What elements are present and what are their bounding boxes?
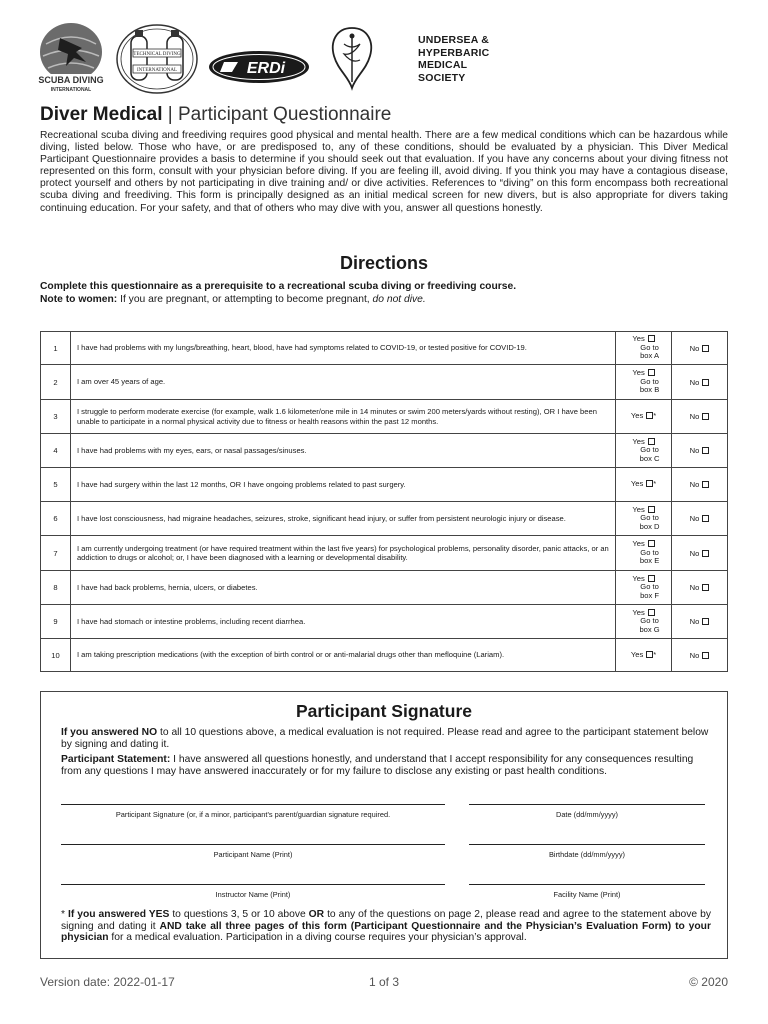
no-cell — [672, 434, 728, 468]
asterisk: * — [653, 411, 657, 421]
question-text: I have had problems with my lungs/breathing, heart, blood, have had symptoms related to COVID-19, or tested positive for COVID-19. — [70, 332, 615, 365]
goto-line-1: Go to — [640, 445, 659, 455]
no-cell — [672, 332, 728, 365]
question-text: I have had stomach or intestine problems, including recent diarrhea. — [70, 605, 615, 639]
note-emphasis: do not dive. — [372, 294, 426, 305]
goto-line-2: box B — [639, 385, 660, 395]
copyright: © 2020 — [689, 975, 728, 989]
question-text: I have lost consciousness, had migraine headaches, seizures, stroke, significant head injury, or suffer from persistent neurologic injury or disease. — [70, 502, 615, 536]
goto-line-1: Go to — [640, 376, 659, 386]
goto-line-2: box E — [639, 556, 660, 566]
question-row — [41, 605, 728, 639]
goto-line-1: Go to — [640, 547, 659, 557]
erdi-logo-text: ERDi — [246, 60, 286, 77]
question-number: 9 — [41, 605, 71, 639]
birthdate-line[interactable] — [469, 844, 705, 845]
yes-cell — [616, 639, 672, 672]
directions-heading: Directions — [339, 253, 429, 273]
no-option: No — [689, 617, 700, 626]
goto-line-2: box A — [640, 351, 660, 361]
questions-table — [40, 331, 728, 672]
no-cell — [672, 571, 728, 605]
yes-option: Yes — [632, 539, 654, 548]
page-number: 1 of 3 — [368, 975, 400, 989]
yes-option: Yes — [632, 574, 654, 583]
yes-option: Yes — [632, 334, 654, 343]
no-cell — [672, 365, 728, 400]
directions-note — [40, 294, 426, 305]
birthdate-label: Birthdate (dd/mm/yyyy) — [549, 850, 625, 859]
yes-cell — [616, 434, 672, 468]
goto-line-1: Go to — [640, 582, 659, 592]
no-checkbox[interactable] — [702, 447, 709, 454]
no-checkbox[interactable] — [702, 413, 709, 420]
title-main: Diver Medical — [40, 104, 163, 125]
yes-checkbox[interactable] — [648, 540, 655, 547]
no-checkbox[interactable] — [702, 618, 709, 625]
yes-option: Yes * — [630, 479, 657, 489]
question-row — [41, 434, 728, 468]
yes-cell — [616, 365, 672, 400]
instructor-name-line[interactable] — [61, 884, 445, 885]
tdi-logo-text: TECHNICAL DIVING — [133, 52, 181, 57]
question-number: 2 — [41, 365, 71, 400]
sdi-logo-text: SCUBA DIVING — [38, 75, 104, 85]
question-text: I have had back problems, hernia, ulcers, or diabetes. — [70, 571, 615, 605]
no-option: No — [689, 583, 700, 592]
directions-instruction: Complete this questionnaire as a prerequisite to a recreational scuba diving or freediving course. — [40, 281, 517, 292]
question-number: 7 — [41, 536, 71, 571]
question-text: I am over 45 years of age. — [70, 365, 615, 400]
sdi-logo — [38, 22, 104, 94]
yes-checkbox[interactable] — [648, 609, 655, 616]
yes-answers-paragraph: * If you answered YES to questions 3, 5 or 10 above OR to any of the questions on page 2, please read and agree to the statement above by signing and dating it AND take all three pages of this form (Participant Questionnaire and the Physician’s Evaluation Form) to your physician for a medical evaluation. Participation in a diving course requires your physician’s approval. — [61, 909, 711, 944]
no-option: No — [689, 548, 700, 558]
question-row — [41, 468, 728, 502]
question-row — [41, 571, 728, 605]
note-label: Note to women: — [40, 294, 118, 305]
uhms-logo — [324, 24, 380, 92]
signature-section — [40, 691, 728, 959]
no-option: No — [689, 650, 700, 660]
yes-checkbox[interactable] — [648, 438, 655, 445]
yes-option: Yes — [632, 368, 654, 377]
question-row — [41, 400, 728, 434]
yes-cell — [616, 400, 672, 434]
no-checkbox[interactable] — [702, 584, 709, 591]
tdi-logo — [115, 22, 199, 96]
no-option: No — [689, 480, 700, 489]
question-number: 5 — [41, 468, 71, 502]
question-row — [41, 639, 728, 672]
no-checkbox[interactable] — [702, 379, 709, 386]
sdi-logo-subtext: INTERNATIONAL — [50, 87, 92, 93]
yes-checkbox[interactable] — [648, 335, 655, 342]
question-row — [41, 332, 728, 365]
yes-cell — [616, 332, 672, 365]
goto-line-2: box D — [639, 521, 660, 531]
goto-line-2: box C — [639, 453, 660, 463]
yes-option: Yes * — [630, 649, 657, 659]
question-text: I am taking prescription medications (with the exception of birth control or or anti-malarial drugs other than mefloquine (Lariam). — [70, 639, 615, 672]
title-separator: | — [162, 104, 178, 125]
question-text: I am currently undergoing treatment (or have required treatment within the last five years) for psychological problems, personality disorder, panic attacks, or an addiction to drugs or alcohol; or, I have been diagnosed with a learning or developmental disability. — [70, 536, 615, 571]
facility-name-line[interactable] — [469, 884, 705, 885]
question-text: I have had surgery within the last 12 months, OR I have ongoing problems related to past surgery. — [70, 468, 615, 502]
no-cell — [672, 468, 728, 502]
yes-checkbox[interactable] — [648, 369, 655, 376]
question-number: 1 — [41, 332, 71, 365]
page-title — [40, 104, 391, 126]
yes-option: Yes — [632, 608, 654, 617]
participant-statement: Participant Statement: I have answered all questions honestly, and understand that I accept responsibility for any consequences resulting from any questions I may have answered inaccurately or for my failure to disclose any existing or past health conditions. — [61, 754, 694, 777]
title-sub: Participant Questionnaire — [178, 104, 392, 125]
no-checkbox[interactable] — [702, 550, 709, 557]
participant-name-label: Participant Name (Print) — [213, 850, 293, 859]
facility-name-label: Facility Name (Print) — [553, 890, 621, 899]
goto-line-2: box F — [640, 590, 660, 600]
participant-signature-line[interactable] — [61, 804, 445, 805]
no-checkbox[interactable] — [702, 652, 709, 659]
yes-checkbox[interactable] — [648, 506, 655, 513]
yes-checkbox[interactable] — [648, 575, 655, 582]
date-label: Date (dd/mm/yyyy) — [555, 810, 618, 819]
signature-heading: Participant Signature — [295, 701, 472, 721]
no-option: No — [689, 446, 700, 455]
erdi-logo — [208, 50, 310, 84]
yes-cell — [616, 502, 672, 536]
logo-bar — [38, 22, 738, 96]
yes-option: Yes — [632, 505, 654, 514]
yes-option: Yes * — [630, 411, 657, 421]
yes-cell — [616, 468, 672, 502]
question-text: I have had problems with my eyes, ears, or nasal passages/sinuses. — [70, 434, 615, 468]
goto-line-2: box G — [639, 624, 660, 634]
participant-signature-label: Participant Signature (or, if a minor, participant’s parent/guardian signature required. — [115, 810, 391, 819]
no-checkbox[interactable] — [702, 515, 709, 522]
instructor-name-label: Instructor Name (Print) — [215, 890, 291, 899]
no-option: No — [689, 412, 700, 421]
asterisk: * — [653, 649, 657, 659]
question-number: 6 — [41, 502, 71, 536]
tdi-logo-subtext: INTERNATIONAL — [137, 68, 177, 73]
no-cell — [672, 605, 728, 639]
question-number: 8 — [41, 571, 71, 605]
question-number: 10 — [41, 639, 71, 672]
date-line[interactable] — [469, 804, 705, 805]
yes-cell — [616, 571, 672, 605]
version-date: Version date: 2022-01-17 — [40, 975, 175, 989]
no-option: No — [689, 377, 700, 387]
no-checkbox[interactable] — [702, 345, 709, 352]
question-number: 4 — [41, 434, 71, 468]
question-row — [41, 365, 728, 400]
question-number: 3 — [41, 400, 71, 434]
yes-cell — [616, 605, 672, 639]
no-checkbox[interactable] — [702, 481, 709, 488]
question-row — [41, 502, 728, 536]
goto-line-1: Go to — [640, 513, 659, 523]
no-cell — [672, 502, 728, 536]
question-row — [41, 536, 728, 571]
no-cell — [672, 536, 728, 571]
goto-line-1: Go to — [640, 616, 659, 626]
no-option: No — [689, 514, 700, 523]
question-text: I struggle to perform moderate exercise (for example, walk 1.6 kilometer/one mile in 14 minutes or swim 200 meters/yards without resting), OR I have been unable to participate in a normal physical activity due to fitness or health reasons within the past 12 months. — [70, 400, 615, 434]
intro-paragraph: Recreational scuba diving and freediving requires good physical and mental health. There are a few medical conditions which can be hazardous while diving, listed below. Those who have, or are predisposed to, any of these conditions, should be evaluated by a physician. This Diver Medical Participant Questionnaire provides a basis to determine if you should seek out that evaluation. If you have any concerns about your diving fitness not represented on this form, consult with your physician before diving. If you are feeling ill, avoid diving. If you think you may have a contagious disease, protect yourself and others by not participating in dive training and/ or dive activities. References to “diving” on this form encompass both recreational scuba diving and freediving. This form is principally designed as an initial medical screen for new divers, but is also appropriate for divers taking continuing education. For your safety, and that of others who may dive with you, answer all questions honestly. — [40, 130, 728, 214]
asterisk: * — [653, 479, 657, 489]
note-text: If you are pregnant, or attempting to become pregnant, — [117, 294, 373, 305]
yes-cell — [616, 536, 672, 571]
uhms-logo-text: UNDERSEA & HYPERBARIC MEDICAL SOCIETY — [418, 34, 490, 84]
no-cell — [672, 400, 728, 434]
yes-option: Yes — [632, 437, 654, 446]
no-answers-paragraph: If you answered NO to all 10 questions above, a medical evaluation is not required. Please read and agree to the participant statement below by signing and dating it. — [61, 727, 709, 750]
participant-name-line[interactable] — [61, 844, 445, 845]
no-option: No — [689, 343, 700, 353]
no-cell — [672, 639, 728, 672]
goto-line-1: Go to — [640, 342, 659, 352]
